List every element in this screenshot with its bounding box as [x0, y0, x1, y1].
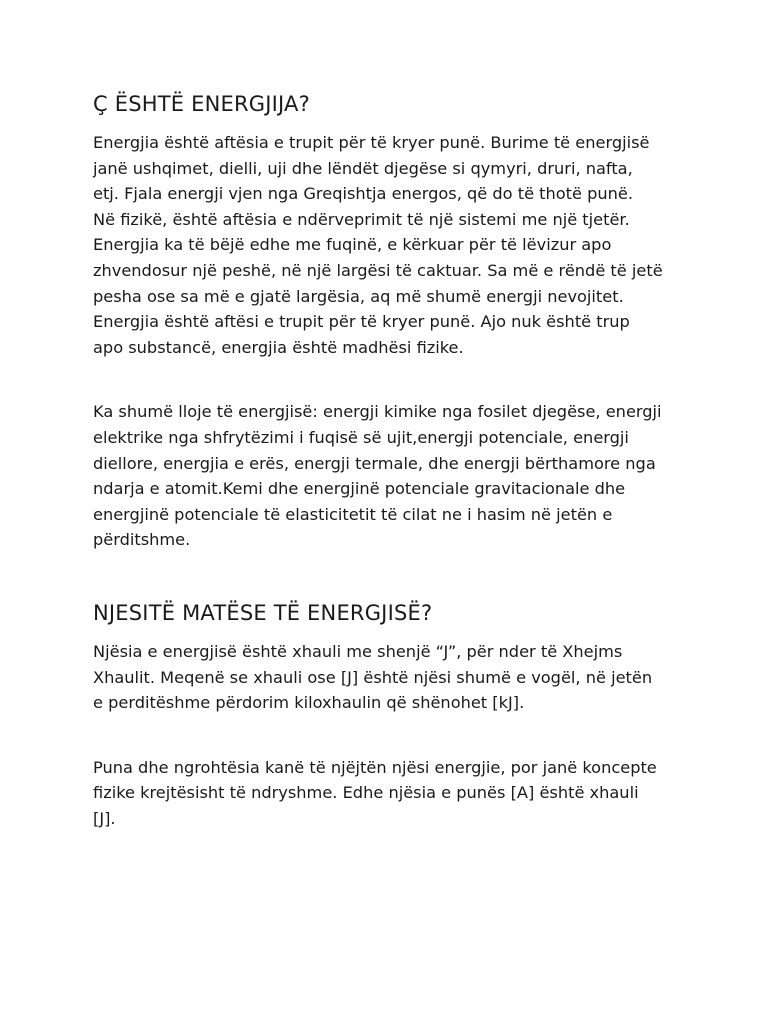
- paragraph-spacer: [93, 360, 693, 399]
- section-heading-units: NJESITË MATËSE TË ENERGJISË?: [93, 600, 433, 625]
- paragraph-work-heat: Puna dhe ngrohtësia kanë të njëjtën njësi energjie, por janë koncepte fizike krejtësisht të ndryshme. Edhe njësia e punës [A] është xhauli [J].: [93, 757, 657, 828]
- section-spacer: [93, 553, 693, 599]
- document-content: [93, 90, 693, 831]
- paragraph-joule-unit: Njësia e energjisë është xhauli me shenjë “J”, për nder të Xhejms Xhaulit. Meqenë se xhauli ose [J] është njësi shumë e vogël, në jetën e perditëshme përdorim kiloxhaulin që shënohet [kJ].: [93, 641, 653, 713]
- paragraph-energy-definition: Energjia është aftësia e trupit për të kryer punë. Burime të energjisë janë ushqimet, dielli, uji dhe lëndët djegëse si qymyri, druri, nafta, etj. Fjala energji vjen nga Greqishtja energos, që do të thotë punë. Në fizikë, është aftësia e ndërveprimit të një sistemi me një tjetër. Energjia ka të bëjë edhe me fuqinë, e kërkuar për të lëvizur apo zhvendosur një peshë, në një largësi të caktuar. Sa më e rëndë të jetë pesha ose sa më e gjatë largësia, aq më shumë energji nevojitet. Energjia është aftësi e trupit për të kryer punë. Ajo nuk është trup apo substancë, energjia është madhësi fizike.: [93, 133, 663, 357]
- section-heading-energy: Ç ËSHTË ENERGJIJA?: [93, 92, 310, 116]
- paragraph-energy-types: Ka shumë lloje të energjisë: energji kimike nga fosilet djegëse, energji elektrike nga shfrytëzimi i fuqisë së ujit,energji potenciale, energji diellore, energjia e erës, energji termale, dhe energji bërthamore nga ndarja e atomit.Kemi dhe energjinë potenciale gravitacionale dhe energjinë potenciale të elasticitetit të cilat ne i hasim në jetën e përditshme.: [93, 402, 662, 550]
- paragraph-spacer: [93, 716, 693, 755]
